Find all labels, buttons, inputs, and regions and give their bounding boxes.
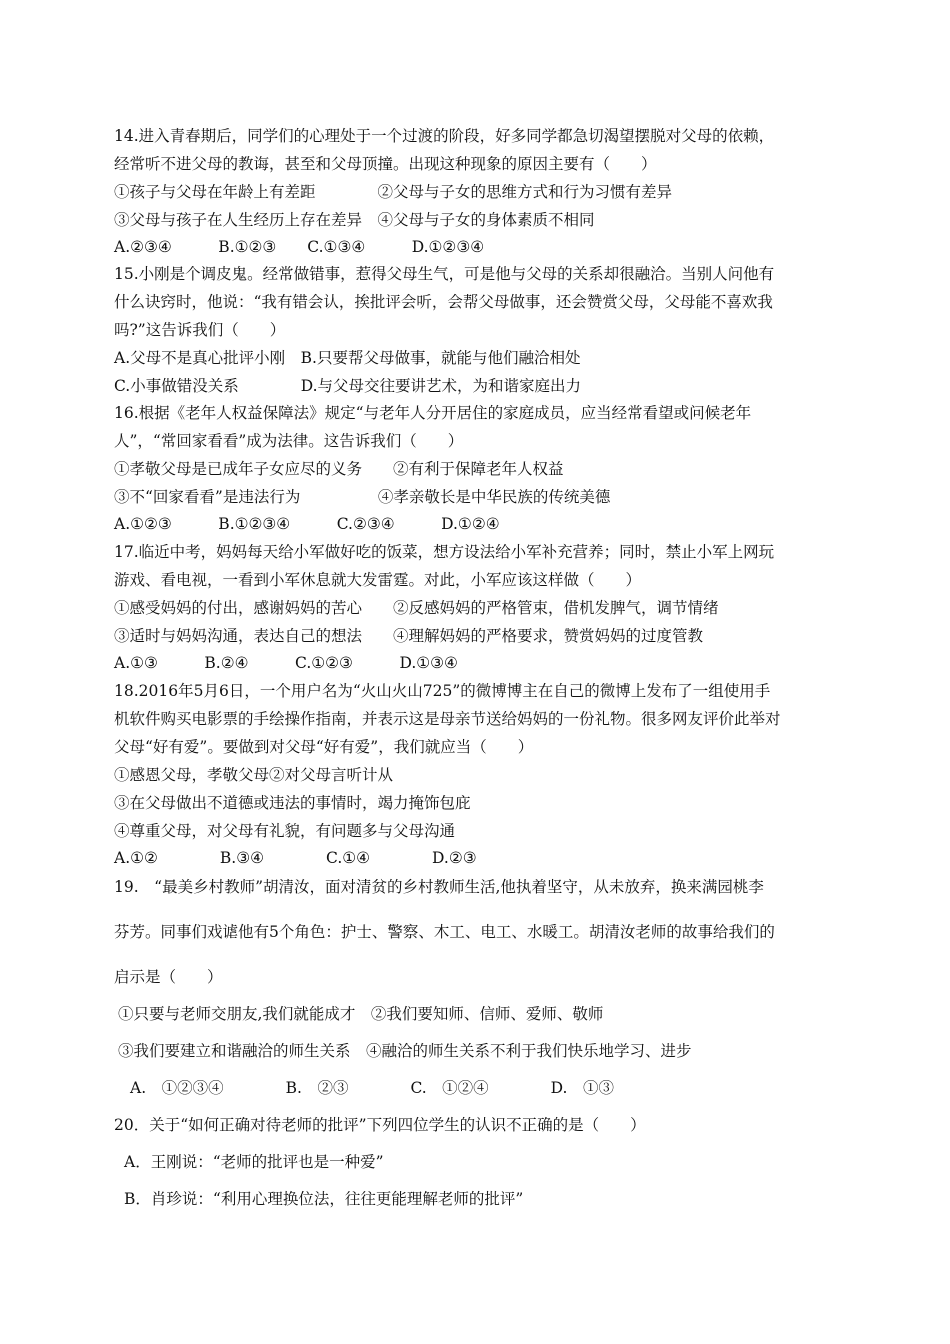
- q19-stem-line-2: 芬芳。同事们戏谑他有5个角色：护士、警察、木工、电工、水暖工。胡清汝老师的故事给我们的: [114, 923, 775, 941]
- q20-stem-line-1: 20．关于“如何正确对待老师的批评”下列四位学生的认识不正确的是（ ）: [114, 1116, 646, 1134]
- q18-option-line-2: ③在父母做出不道德或违法的事情时，竭力掩饰包庇: [114, 794, 471, 812]
- q17-option-line-2: ③适时与妈妈沟通，表达自己的想法 ④理解妈妈的严格要求，赞赏妈妈的过度管教: [114, 627, 704, 645]
- q19-option-line-2: ③我们要建立和谐融洽的师生关系 ④融洽的师生关系不利于我们快乐地学习、进步: [118, 1042, 692, 1060]
- q18-option-line-1: ①感恩父母，孝敬父母②对父母言听计从: [114, 766, 394, 784]
- q17-choices: A.①③ B.②④ C.①②③ D.①③④: [114, 654, 458, 672]
- q19-stem-line-1: 19. “最美乡村教师”胡清汝，面对清贫的乡村教师生活,他执着坚守，从未放弃，换来满园桃李: [114, 878, 764, 896]
- q14-stem-line-2: 经常听不进父母的教诲，甚至和父母顶撞。出现这种现象的原因主要有（ ）: [114, 155, 657, 173]
- q14-option-line-2: ③父母与孩子在人生经历上存在差异 ④父母与子女的身体素质不相同: [114, 211, 595, 229]
- q15-option-line-2: C.小事做错没关系 D.与父母交往要讲艺术，为和谐家庭出力: [114, 377, 582, 395]
- q16-option-line-1: ①孝敬父母是已成年子女应尽的义务 ②有利于保障老年人权益: [114, 460, 564, 478]
- q20-option-a: A．王刚说：“老师的批评也是一种爱”: [124, 1153, 384, 1171]
- q16-stem-line-2: 人”，“常回家看看”成为法律。这告诉我们（ ）: [114, 432, 464, 450]
- q15-stem-line-2: 什么诀窍时，他说：“我有错会认，挨批评会听，会帮父母做事，还会赞赏父母，父母能不喜欢我: [114, 293, 773, 311]
- q16-choices: A.①②③ B.①②③④ C.②③④ D.①②④: [114, 515, 500, 533]
- q14-stem-line-1: 14.进入青春期后，同学们的心理处于一个过渡的阶段，好多同学都急切渴望摆脱对父母的依赖，: [114, 127, 775, 145]
- q17-stem-line-2: 游戏、看电视，一看到小军休息就大发雷霆。对此，小军应该这样做（ ）: [114, 571, 642, 589]
- q19-stem-line-3: 启示是（ ）: [114, 968, 223, 986]
- q15-stem-line-3: 吗?”这告诉我们（ ）: [114, 321, 286, 339]
- q16-option-line-2: ③不“回家看看”是违法行为 ④孝亲敬长是中华民族的传统美德: [114, 488, 611, 506]
- q20-option-b: B．肖珍说：“利用心理换位法，往往更能理解老师的批评”: [124, 1190, 524, 1208]
- q18-stem-line-3: 父母“好有爱”。要做到对父母“好有爱”，我们就应当（ ）: [114, 738, 534, 756]
- q18-choices: A.①② B.③④ C.①④ D.②③: [114, 849, 477, 867]
- q16-stem-line-1: 16.根据《老年人权益保障法》规定“与老年人分开居住的家庭成员，应当经常看望或问候老年: [114, 404, 752, 422]
- q15-stem-line-1: 15.小刚是个调皮鬼。经常做错事，惹得父母生气，可是他与父母的关系却很融洽。当别人问他有: [114, 265, 775, 283]
- q19-choices: A. ①②③④ B. ②③ C. ①②④ D. ①③: [130, 1079, 614, 1097]
- q19-option-line-1: ①只要与老师交朋友,我们就能成才 ②我们要知师、信师、爱师、敬师: [118, 1005, 604, 1023]
- q18-option-line-3: ④尊重父母，对父母有礼貌，有问题多与父母沟通: [114, 822, 456, 840]
- q17-option-line-1: ①感受妈妈的付出，感谢妈妈的苦心 ②反感妈妈的严格管束，借机发脾气，调节情绪: [114, 599, 719, 617]
- q18-stem-line-2: 机软件购买电影票的手绘操作指南，并表示这是母亲节送给妈妈的一份礼物。很多网友评价此举对: [114, 710, 781, 728]
- q14-option-line-1: ①孩子与父母在年龄上有差距 ②父母与子女的思维方式和行为习惯有差异: [114, 183, 673, 201]
- q15-option-line-1: A.父母不是真心批评小刚 B.只要帮父母做事，就能与他们融洽相处: [114, 349, 581, 367]
- q14-choices: A.②③④ B.①②③ C.①③④ D.①②③④: [114, 238, 485, 256]
- q18-stem-line-1: 18.2016年5月6日，一个用户名为“火山火山725”的微博博主在自己的微博上发布了一组使用手: [114, 682, 771, 700]
- q17-stem-line-1: 17.临近中考，妈妈每天给小军做好吃的饭菜，想方设法给小军补充营养；同时，禁止小军上网玩: [114, 543, 775, 561]
